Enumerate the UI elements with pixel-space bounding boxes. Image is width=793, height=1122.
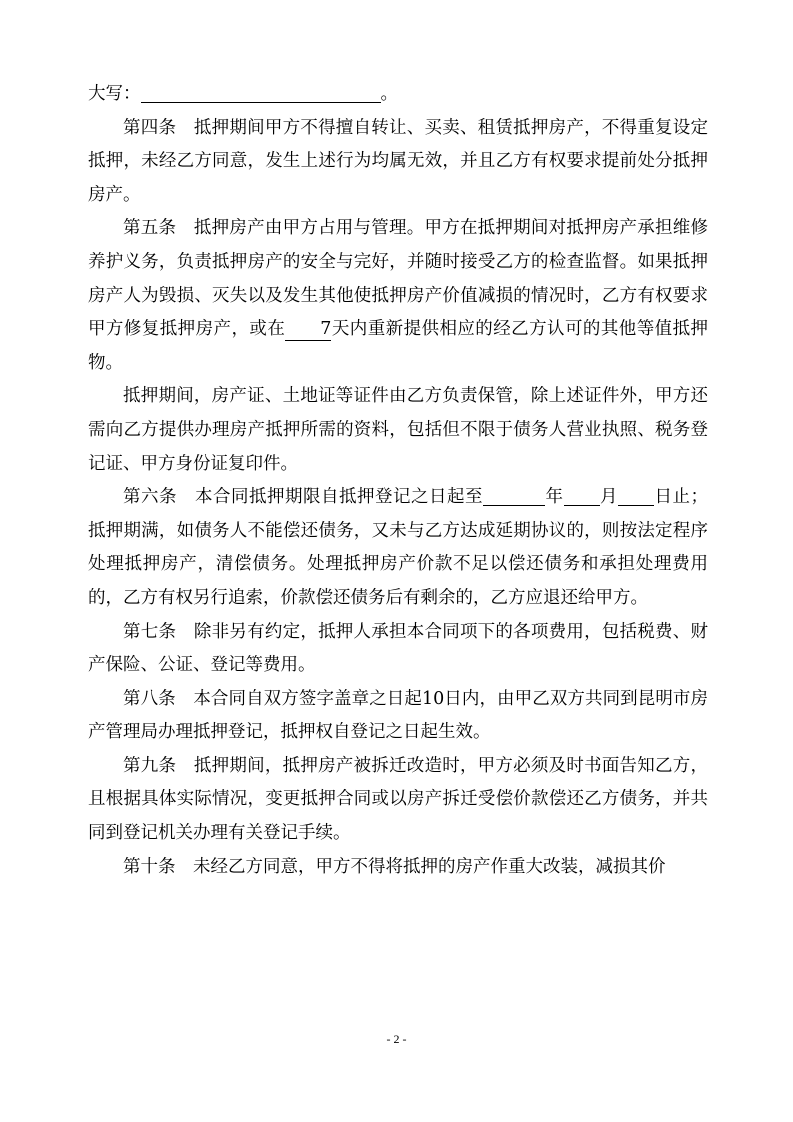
- article-8: 第八条 本合同自双方签字盖章之日起10日内，由甲乙双方共同到昆明市房产管理局办理抵押登记，抵押权自登记之日起生效。: [88, 688, 708, 743]
- article-7: 第七条 除非另有约定，抵押人承担本合同项下的各项费用，包括税费、财产保险、公证、登记等费用。: [88, 621, 708, 676]
- article-5-text-a: 第五条 抵押房产由甲方占用与管理。甲方在抵押期间对抵押房产承担维修养护义务，负责抵押房产的安全与完好，并随时接受乙方的检查监督。如果抵押房产人为毁损、灭失以及发生其他使抵押房产价值减损的情况时，乙方有权要求甲方修复抵押房产，或在: [88, 218, 708, 340]
- month-blank[interactable]: [564, 483, 600, 506]
- article-9: 第九条 抵押期间，抵押房产被拆迁改造时，甲方必须及时书面告知乙方，且根据具体实际情况，变更抵押合同或以房产拆迁受偿价款偿还乙方债务，并共同到登记机关办理有关登记手续。: [88, 755, 708, 844]
- article-6-text-b: 止；抵押期满，如债务人不能偿还债务，又未与乙方达成延期协议的，则按法定程序处理抵押房产，清偿债务。处理抵押房产价款不足以偿还债务和承担处理费用的，乙方有权另行追索，价款偿还债务后有剩余的，乙方应退还给甲方。: [88, 487, 708, 608]
- article-6: [88, 481, 708, 615]
- year-label: 年: [545, 487, 564, 508]
- document-body: [88, 78, 708, 884]
- article-10: 第十条 未经乙方同意，甲方不得将抵押的房产作重大改装，减损其价: [123, 856, 666, 877]
- article-5-supplement: 抵押期间，房产证、土地证等证件由乙方负责保管，除上述证件外，甲方还需向乙方提供办理房产抵押所需的资料，包括但不限于债务人营业执照、税务登记证、甲方身份证复印件。: [88, 386, 708, 474]
- article-5: [88, 212, 708, 380]
- month-label: 月: [599, 487, 618, 508]
- day-label: 日: [654, 487, 673, 508]
- year-blank[interactable]: [483, 483, 545, 506]
- amount-end: 。: [380, 84, 398, 104]
- day-blank[interactable]: [618, 483, 654, 506]
- article-6-text-a: 第六条 本合同抵押期限自抵押登记之日起至: [123, 487, 483, 508]
- amount-blank[interactable]: [141, 80, 381, 103]
- amount-in-words-line: [88, 78, 708, 112]
- days-blank[interactable]: 7: [285, 318, 331, 341]
- article-4: 第四条 抵押期间甲方不得擅自转让、买卖、租赁抵押房产，不得重复设定抵押，未经乙方同意，发生上述行为均属无效，并且乙方有权要求提前处分抵押房产。: [88, 117, 708, 205]
- article-5-text-b: 天内重新提供相应的经乙方认可的其他等值抵押物。: [88, 319, 708, 373]
- amount-label: 大写：: [88, 84, 141, 104]
- page-number: - 2 -: [386, 1032, 407, 1046]
